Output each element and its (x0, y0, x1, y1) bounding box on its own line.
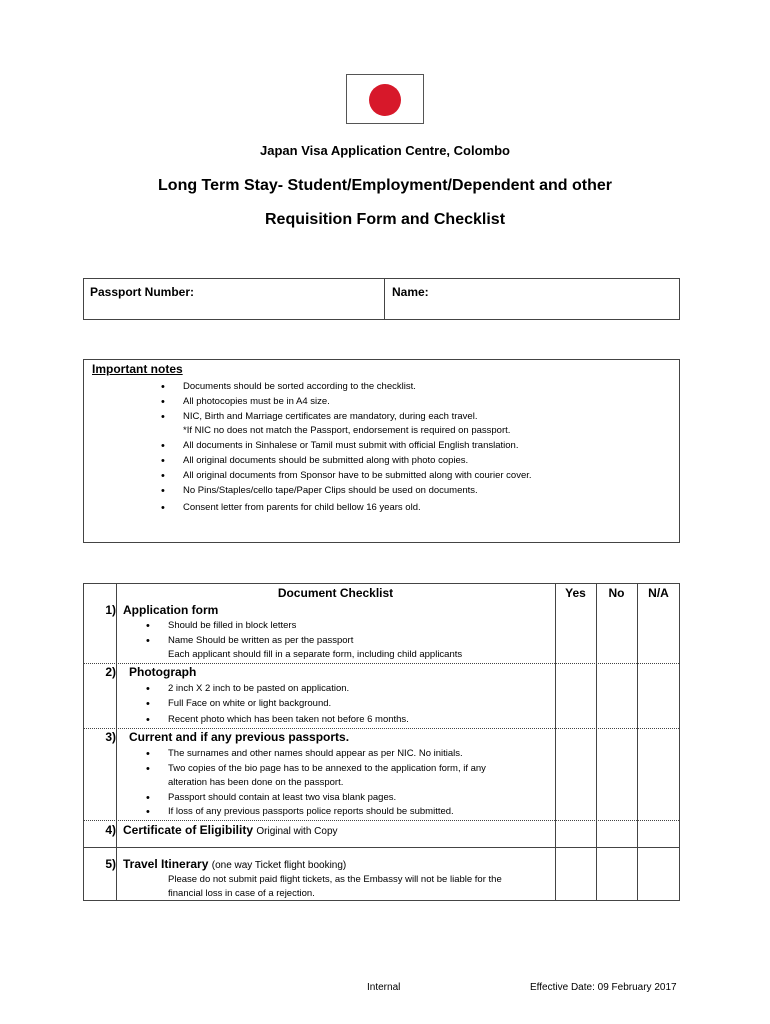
important-notes-title: Important notes (92, 362, 183, 376)
checklist-item: • If loss of any previous passports police reports should be submitted. (84, 805, 554, 820)
note-item: • All original documents should be submitted along with photo copies. (84, 454, 674, 469)
note-item: • All original documents from Sponsor have to be submitted along with courier cover. (84, 469, 674, 484)
row-title-application-form: Application form (123, 603, 219, 617)
photograph-items (84, 682, 554, 728)
centre-name: Japan Visa Application Centre, Colombo (260, 143, 510, 158)
row-title-certificate (123, 823, 338, 837)
note-item: • No Pins/Staples/cello tape/Paper Clips should be used on documents. (84, 484, 674, 499)
row-title-photograph: Photograph (129, 665, 197, 679)
checklist-item: • Passport should contain at least two visa blank pages. (84, 791, 554, 806)
row-divider (84, 847, 679, 848)
japan-flag-icon (346, 74, 424, 124)
yes-header: Yes (565, 586, 586, 600)
note-item: • All documents in Sinhalese or Tamil must submit with official English translation. (84, 439, 674, 454)
row-number: 5) (105, 857, 116, 871)
col-divider-no (596, 584, 597, 900)
note-item: • Consent letter from parents for child bellow 16 years old. (84, 501, 674, 516)
col-divider-na (637, 584, 638, 900)
row-divider (84, 728, 679, 729)
row-number: 3) (105, 730, 116, 744)
row-number: 4) (105, 823, 116, 837)
form-title-line2: Requisition Form and Checklist (264, 211, 506, 228)
applicant-divider (384, 279, 385, 319)
passport-number-label: Passport Number: (90, 285, 195, 299)
no-header: No (608, 586, 625, 600)
note-item: • NIC, Birth and Marriage certificates are mandatory, during each travel. (84, 410, 674, 425)
checklist-item: • Full Face on white or light background. (84, 697, 554, 712)
footer-classification: Internal (367, 982, 401, 993)
name-label: Name: (392, 285, 429, 299)
travel-itinerary-note: Please do not submit paid flight tickets, as the Embassy will not be liable for the (168, 874, 502, 885)
checklist-item-continuation: Each applicant should fill in a separate form, including child applicants (168, 649, 463, 660)
flag-red-disc (369, 84, 401, 116)
footer-effective-date: Effective Date: 09 February 2017 (530, 982, 677, 993)
certificate-title: Certificate of Eligibility (123, 823, 254, 837)
document-checklist-table (83, 583, 680, 901)
passport-items (84, 747, 554, 820)
certificate-subtitle: Original with Copy (256, 826, 338, 837)
row-divider (84, 663, 679, 664)
checklist-item: • Two copies of the bio page has to be annexed to the application form, if any (84, 762, 554, 777)
note-item: • All photocopies must be in A4 size. (84, 395, 674, 410)
row-number: 2) (105, 665, 116, 679)
checklist-item-continuation: alteration has been done on the passport. (168, 777, 344, 788)
checklist-item: • The surnames and other names should appear as per NIC. No initials. (84, 747, 554, 762)
na-header: N/A (648, 586, 669, 600)
checklist-item: • Should be filled in block letters (84, 619, 554, 634)
note-item-continuation: *If NIC no does not match the Passport, endorsement is required on passport. (183, 425, 511, 437)
checklist-item: • Recent photo which has been taken not before 6 months. (84, 713, 554, 728)
checklist-item: • 2 inch X 2 inch to be pasted on application. (84, 682, 554, 697)
application-form-items (84, 619, 554, 663)
col-divider-yes (555, 584, 556, 900)
applicant-details-box (83, 278, 680, 320)
row-title-travel-itinerary (123, 857, 346, 871)
important-notes-box (83, 359, 680, 543)
row-divider (84, 820, 679, 821)
document-checklist-header: Document Checklist (277, 586, 394, 600)
note-item: • Documents should be sorted according to the checklist. (84, 380, 674, 395)
travel-itinerary-subtitle: (one way Ticket flight booking) (211, 860, 347, 871)
travel-itinerary-title: Travel Itinerary (123, 857, 209, 871)
travel-itinerary-note-continuation: financial loss in case of a rejection. (168, 888, 315, 899)
row-title-passports: Current and if any previous passports. (129, 730, 350, 744)
checklist-item: • Name Should be written as per the passport (84, 634, 554, 649)
form-title-line1: Long Term Stay- Student/Employment/Dependent and other (158, 177, 612, 194)
important-notes-list (84, 380, 674, 516)
row-number: 1) (105, 603, 116, 617)
